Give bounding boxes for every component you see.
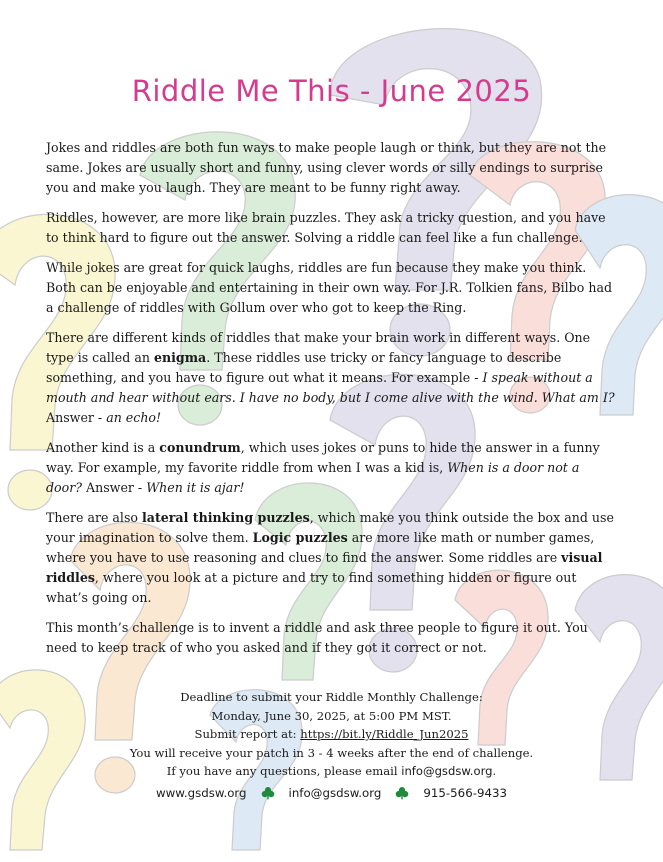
deadline-date: Monday, June 30, 2025, at 5:00 PM MST.	[211, 708, 452, 723]
patch-note: You will receive your patch in 3 - 4 weeks after the end of challenge.	[129, 745, 534, 760]
term-conundrum: conundrum	[159, 440, 241, 455]
example-answer: an echo!	[106, 410, 162, 425]
text: There are also	[46, 510, 143, 525]
text: , which uses jokes or puns to hide the answer in a funny way. For example, my favorite riddle from when I was a kid is,	[46, 440, 600, 475]
term-visual-riddles: visual riddles	[46, 550, 603, 585]
text: , which make you think outside the box and use your imagination to solve them.	[46, 510, 614, 545]
text: Answer -	[46, 410, 107, 425]
paragraph-tolkien: While jokes are great for quick laughs, riddles are fun because they make you think. Both can be enjoyable and entertaining in their own way. For J.R. Tolkien fans, Bilbo had a challenge of riddles with Gollum over who got to keep the Ring.	[46, 260, 613, 315]
text: There are different kinds of riddles that make your brain work in different ways. One type is called an	[46, 330, 591, 365]
text: Another kind is a	[46, 440, 160, 455]
submit-report-link[interactable]: https://bit.ly/Riddle_Jun2025	[300, 727, 469, 741]
questions-email[interactable]: info@gsdsw.org	[401, 764, 493, 778]
paragraph-challenge: This month’s challenge is to invent a riddle and ask three people to figure it out. You need to keep track of who you asked and if they got it correct or not.	[46, 620, 588, 655]
paragraph-conundrum	[46, 438, 618, 498]
questions-text: If you have any questions, please email	[166, 764, 402, 778]
term-lateral-thinking: lateral thinking puzzles	[142, 510, 310, 525]
submit-line	[0, 725, 663, 744]
trefoil-icon	[261, 786, 275, 800]
article-body	[46, 138, 618, 668]
term-logic-puzzles: Logic puzzles	[252, 530, 348, 545]
submit-label: Submit report at:	[194, 727, 301, 741]
questions-end: .	[492, 764, 497, 778]
paragraph-riddles-brain-puzzles: Riddles, however, are more like brain puzzles. They ask a tricky question, and you have to think hard to figure out the answer. Solving a riddle can feel like a fun challenge.	[46, 210, 606, 245]
paragraph-enigma	[46, 328, 618, 428]
term-enigma: enigma	[153, 350, 207, 365]
footer-website[interactable]: www.gsdsw.org	[156, 786, 247, 800]
text: . These riddles use tricky or fancy language to describe something, and you have to figure out what it means. For example -	[46, 350, 562, 385]
paragraph-puzzle-types	[46, 508, 618, 608]
text: Answer -	[82, 480, 147, 495]
footer-contacts	[0, 786, 663, 800]
deadline-heading: Deadline to submit your Riddle Monthly Challenge:	[180, 690, 483, 704]
trefoil-icon	[395, 786, 409, 800]
example-riddle: I speak without a mouth and hear without ears. I have no body, but I come alive with the wind. What am I?	[46, 370, 615, 405]
example-riddle: When is a door not a door?	[46, 460, 580, 495]
page-title: Riddle Me This - June 2025	[131, 74, 532, 108]
text: , where you look at a picture and try to find something hidden or figure out what’s going on.	[46, 570, 577, 605]
paragraph-jokes-and-riddles: Jokes and riddles are both fun ways to make people laugh or think, but they are not the same. Jokes are usually short and funny, using clever words or silly endings to surprise you and make you laugh. They are meant to be funny right away.	[46, 140, 607, 195]
footer-phone[interactable]: 915-566-9433	[423, 786, 507, 800]
text: are more like math or number games, where you have to use reasoning and clues to find the answer. Some riddles are	[46, 530, 595, 565]
questions-line	[0, 762, 663, 781]
deadline-block	[0, 688, 663, 781]
example-answer: When it is ajar!	[146, 480, 245, 495]
footer-email[interactable]: info@gsdsw.org	[288, 786, 382, 800]
